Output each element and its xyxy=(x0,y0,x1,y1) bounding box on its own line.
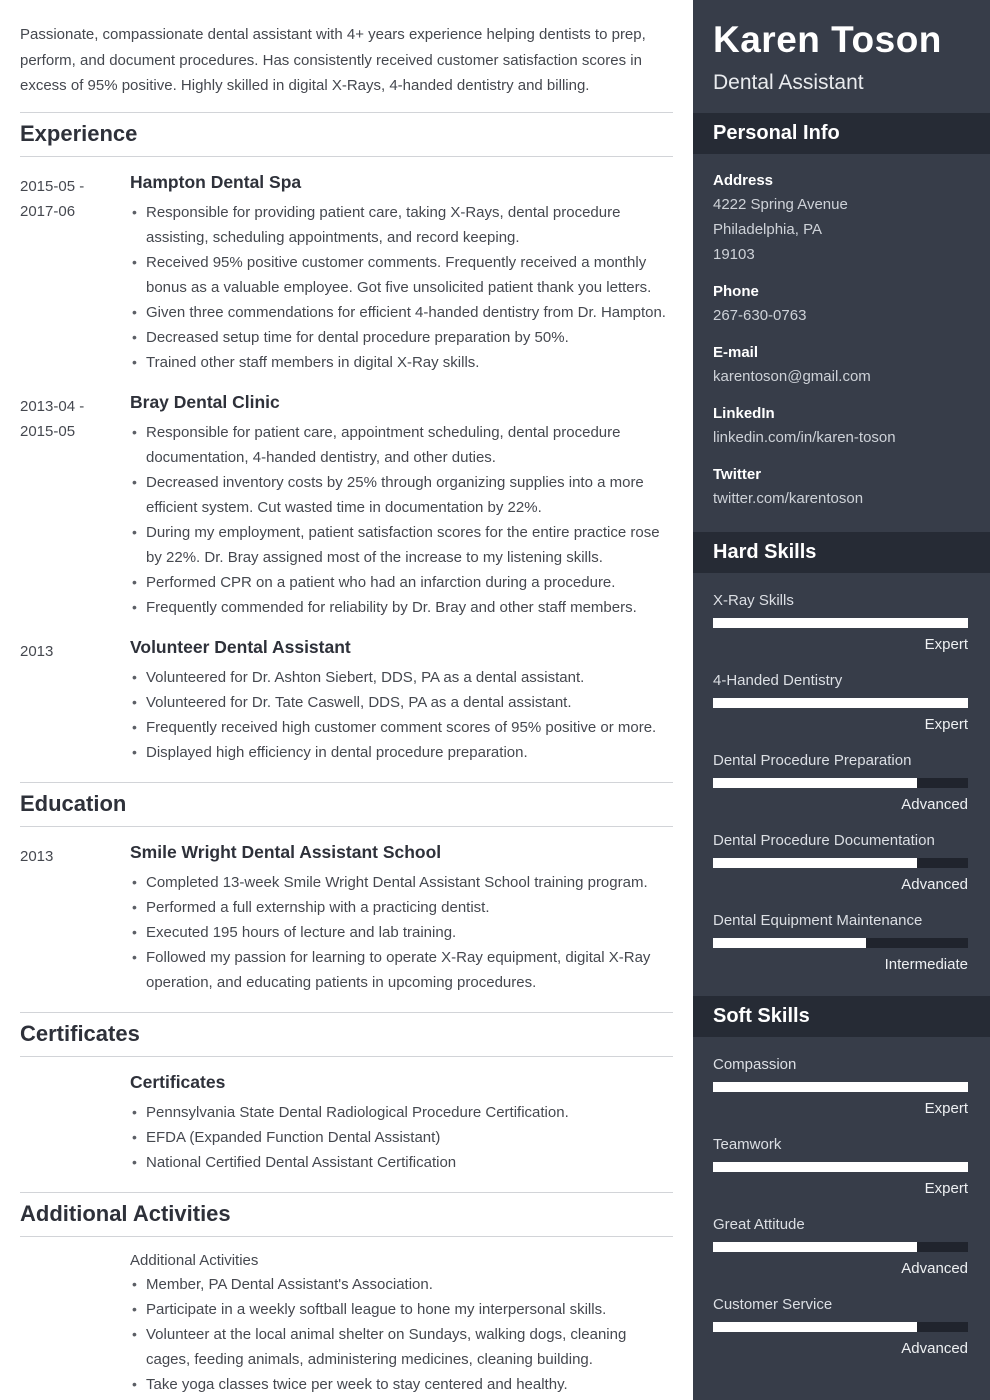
section-entry xyxy=(20,172,673,375)
personal-info-value: 19103 xyxy=(713,246,755,263)
personal-info-list xyxy=(693,154,990,511)
section-entry xyxy=(20,392,673,620)
skill-row xyxy=(713,911,968,975)
soft-skills-heading: Soft Skills xyxy=(693,996,990,1037)
personal-info-group xyxy=(713,402,968,450)
skill-row xyxy=(713,671,968,735)
skill-name: Customer Service xyxy=(713,1296,833,1313)
entry-date-line: 2013 xyxy=(20,847,54,865)
resume-section xyxy=(20,112,673,765)
skill-progress-fill xyxy=(713,698,968,708)
personal-info-group xyxy=(713,341,968,389)
hard-skills-heading: Hard Skills xyxy=(693,532,990,573)
section-entries xyxy=(20,842,673,995)
bullet-item: • Participate in a weekly softball league to hone my interpersonal skills. xyxy=(130,1297,673,1322)
entry-bullets xyxy=(130,1272,673,1397)
candidate-role: Dental Assistant xyxy=(713,71,864,94)
entry-bullets xyxy=(130,420,673,620)
bullet-item: • Performed CPR on a patient who had an infarction during a procedure. xyxy=(130,570,673,595)
skill-progress-bar xyxy=(713,1162,968,1172)
candidate-name: Karen Toson xyxy=(713,19,942,60)
section-title: Education xyxy=(20,782,673,827)
sidebar-header xyxy=(693,0,990,96)
entry-title: Bray Dental Clinic xyxy=(130,391,280,412)
entry-title: Certificates xyxy=(130,1071,226,1092)
entry-date xyxy=(20,392,130,620)
bullet-item: • National Certified Dental Assistant Certification xyxy=(130,1150,673,1175)
bullet-item: • Decreased inventory costs by 25% through organizing supplies into a more efficient system. Cut wasted time in documentation by 22%. xyxy=(130,470,673,520)
bullet-item: • Followed my passion for learning to operate X-Ray equipment, digital X-Ray operation, and educating patients in upcoming procedures. xyxy=(130,945,673,995)
skill-progress-bar xyxy=(713,938,968,948)
bullet-item: • Given three commendations for efficient 4-handed dentistry from Dr. Hampton. xyxy=(130,300,673,325)
entry-body xyxy=(130,172,673,375)
bullet-item: • Displayed high efficiency in dental procedure preparation. xyxy=(130,740,673,765)
bullet-item: • Decreased setup time for dental procedure preparation by 50%. xyxy=(130,325,673,350)
resume-section xyxy=(20,782,673,995)
bullet-item: • Responsible for providing patient care, taking X-Rays, dental procedure assisting, scheduling appointments, and record keeping. xyxy=(130,200,673,250)
entry-date-line: 2013-04 - xyxy=(20,397,85,415)
skill-progress-bar xyxy=(713,1082,968,1092)
personal-info-label: Phone xyxy=(713,283,759,300)
skill-progress-bar xyxy=(713,698,968,708)
bullet-item: • Trained other staff members in digital X-Ray skills. xyxy=(130,350,673,375)
entry-bullets xyxy=(130,200,673,375)
bullet-item: • Frequently commended for reliability by Dr. Bray and other staff members. xyxy=(130,595,673,620)
section-title: Experience xyxy=(20,112,673,157)
bullet-item: • Volunteered for Dr. Ashton Siebert, DDS, PA as a dental assistant. xyxy=(130,665,673,690)
section-entries xyxy=(20,172,673,765)
skill-level-label: Advanced xyxy=(901,796,968,813)
personal-info-value: karentoson@gmail.com xyxy=(713,368,871,385)
entry-bullets xyxy=(130,1100,673,1175)
soft-skills-list xyxy=(693,1037,990,1359)
skill-level-label: Expert xyxy=(924,636,968,653)
personal-info-label: E-mail xyxy=(713,344,759,361)
skill-name: Dental Equipment Maintenance xyxy=(713,912,923,929)
entry-date-line: 2015-05 xyxy=(20,422,76,440)
bullet-item: • During my employment, patient satisfaction scores for the entire practice rose by 22%. Dr. Bray assigned most of the increase to my listening skills. xyxy=(130,520,673,570)
sidebar xyxy=(693,0,990,1400)
skill-progress-bar xyxy=(713,1322,968,1332)
section-entry xyxy=(20,637,673,765)
skill-level-label: Expert xyxy=(924,716,968,733)
bullet-item: • Volunteered for Dr. Tate Caswell, DDS, PA as a dental assistant. xyxy=(130,690,673,715)
entry-body xyxy=(130,1252,673,1397)
personal-info-heading: Personal Info xyxy=(693,113,990,154)
bullet-item: • Volunteer at the local animal shelter on Sundays, walking dogs, cleaning cages, feeding animals, administering medicines, cleaning building. xyxy=(130,1322,673,1372)
skill-progress-fill xyxy=(713,938,866,948)
personal-info-label: Twitter xyxy=(713,466,762,483)
entry-body xyxy=(130,392,673,620)
skill-progress-fill xyxy=(713,618,968,628)
skill-name: Compassion xyxy=(713,1056,797,1073)
personal-info-group xyxy=(713,280,968,328)
skill-progress-bar xyxy=(713,1242,968,1252)
personal-info-value: twitter.com/karentoson xyxy=(713,490,864,507)
entry-date xyxy=(20,1072,130,1175)
bullet-item: • Member, PA Dental Assistant's Association. xyxy=(130,1272,673,1297)
skill-progress-fill xyxy=(713,1082,968,1092)
bullet-item: • Responsible for patient care, appointment scheduling, dental procedure documentation, 4-handed dentistry, and other duties. xyxy=(130,420,673,470)
resume-section xyxy=(20,1192,673,1397)
skill-level-label: Expert xyxy=(924,1100,968,1117)
skill-name: Great Attitude xyxy=(713,1216,805,1233)
entry-bullets xyxy=(130,665,673,765)
personal-info-value: 267-630-0763 xyxy=(713,307,807,324)
skill-progress-bar xyxy=(713,618,968,628)
section-title: Additional Activities xyxy=(20,1192,673,1237)
skill-level-label: Expert xyxy=(924,1180,968,1197)
entry-date-line: 2017-06 xyxy=(20,202,76,220)
skill-progress-fill xyxy=(713,1162,968,1172)
entry-title: Additional Activities xyxy=(130,1251,259,1269)
skill-progress-bar xyxy=(713,858,968,868)
entry-title: Smile Wright Dental Assistant School xyxy=(130,841,442,862)
personal-info-value: Philadelphia, PA xyxy=(713,221,822,238)
bullet-item: • Frequently received high customer comment scores of 95% positive or more. xyxy=(130,715,673,740)
section-entry xyxy=(20,842,673,995)
personal-info-value: 4222 Spring Avenue xyxy=(713,196,848,213)
entry-date xyxy=(20,1252,130,1397)
personal-info-group xyxy=(713,463,968,511)
entry-date-line: 2013 xyxy=(20,642,54,660)
entry-date-line: 2015-05 - xyxy=(20,177,85,195)
entry-body xyxy=(130,842,673,995)
skill-row xyxy=(713,831,968,895)
resume-section xyxy=(20,1012,673,1175)
bullet-item: • Received 95% positive customer comments. Frequently received a monthly bonus as a valuable employee. Got five unsolicited patient thank you letters. xyxy=(130,250,673,300)
skill-name: Teamwork xyxy=(713,1136,782,1153)
skill-name: Dental Procedure Documentation xyxy=(713,832,935,849)
skill-row xyxy=(713,1215,968,1279)
skill-row xyxy=(713,1055,968,1119)
section-entries xyxy=(20,1252,673,1397)
entry-title: Volunteer Dental Assistant xyxy=(130,636,351,657)
entry-body xyxy=(130,1072,673,1175)
hard-skills-list xyxy=(693,573,990,975)
skill-row xyxy=(713,1135,968,1199)
skill-row xyxy=(713,751,968,815)
skill-row xyxy=(713,591,968,655)
entry-date xyxy=(20,842,130,995)
skill-level-label: Advanced xyxy=(901,876,968,893)
skill-progress-bar xyxy=(713,778,968,788)
personal-info-group xyxy=(713,169,968,267)
skill-name: 4-Handed Dentistry xyxy=(713,672,843,689)
section-title: Certificates xyxy=(20,1012,673,1057)
entry-bullets xyxy=(130,870,673,995)
bullet-item: • Performed a full externship with a practicing dentist. xyxy=(130,895,673,920)
skill-level-label: Advanced xyxy=(901,1340,968,1357)
bullet-item: • Completed 13-week Smile Wright Dental Assistant School training program. xyxy=(130,870,673,895)
bullet-item: • Pennsylvania State Dental Radiological Procedure Certification. xyxy=(130,1100,673,1125)
personal-info-value: linkedin.com/in/karen-toson xyxy=(713,429,896,446)
skill-progress-fill xyxy=(713,1242,917,1252)
section-entry xyxy=(20,1252,673,1397)
skill-row xyxy=(713,1295,968,1359)
skill-level-label: Advanced xyxy=(901,1260,968,1277)
entry-date xyxy=(20,637,130,765)
personal-info-label: LinkedIn xyxy=(713,405,775,422)
skill-name: X-Ray Skills xyxy=(713,592,794,609)
entry-date xyxy=(20,172,130,375)
skill-level-label: Intermediate xyxy=(884,956,968,973)
bullet-item: • Take yoga classes twice per week to stay centered and healthy. xyxy=(130,1372,673,1397)
main-sections xyxy=(20,112,673,1397)
professional-summary: Passionate, compassionate dental assistant with 4+ years experience helping dentists to prep, perform, and document procedures. Has consistently received customer satisfaction scores in excess of 95% positive. Highly skilled in digital X-Rays, 4-handed dentistry and billing. xyxy=(20,26,646,94)
bullet-item: • Executed 195 hours of lecture and lab training. xyxy=(130,920,673,945)
skill-progress-fill xyxy=(713,858,917,868)
section-entry xyxy=(20,1072,673,1175)
section-entries xyxy=(20,1072,673,1175)
skill-progress-fill xyxy=(713,1322,917,1332)
entry-body xyxy=(130,637,673,765)
skill-progress-fill xyxy=(713,778,917,788)
skill-name: Dental Procedure Preparation xyxy=(713,752,912,769)
bullet-item: • EFDA (Expanded Function Dental Assistant) xyxy=(130,1125,673,1150)
personal-info-label: Address xyxy=(713,172,774,189)
entry-title: Hampton Dental Spa xyxy=(130,171,302,192)
